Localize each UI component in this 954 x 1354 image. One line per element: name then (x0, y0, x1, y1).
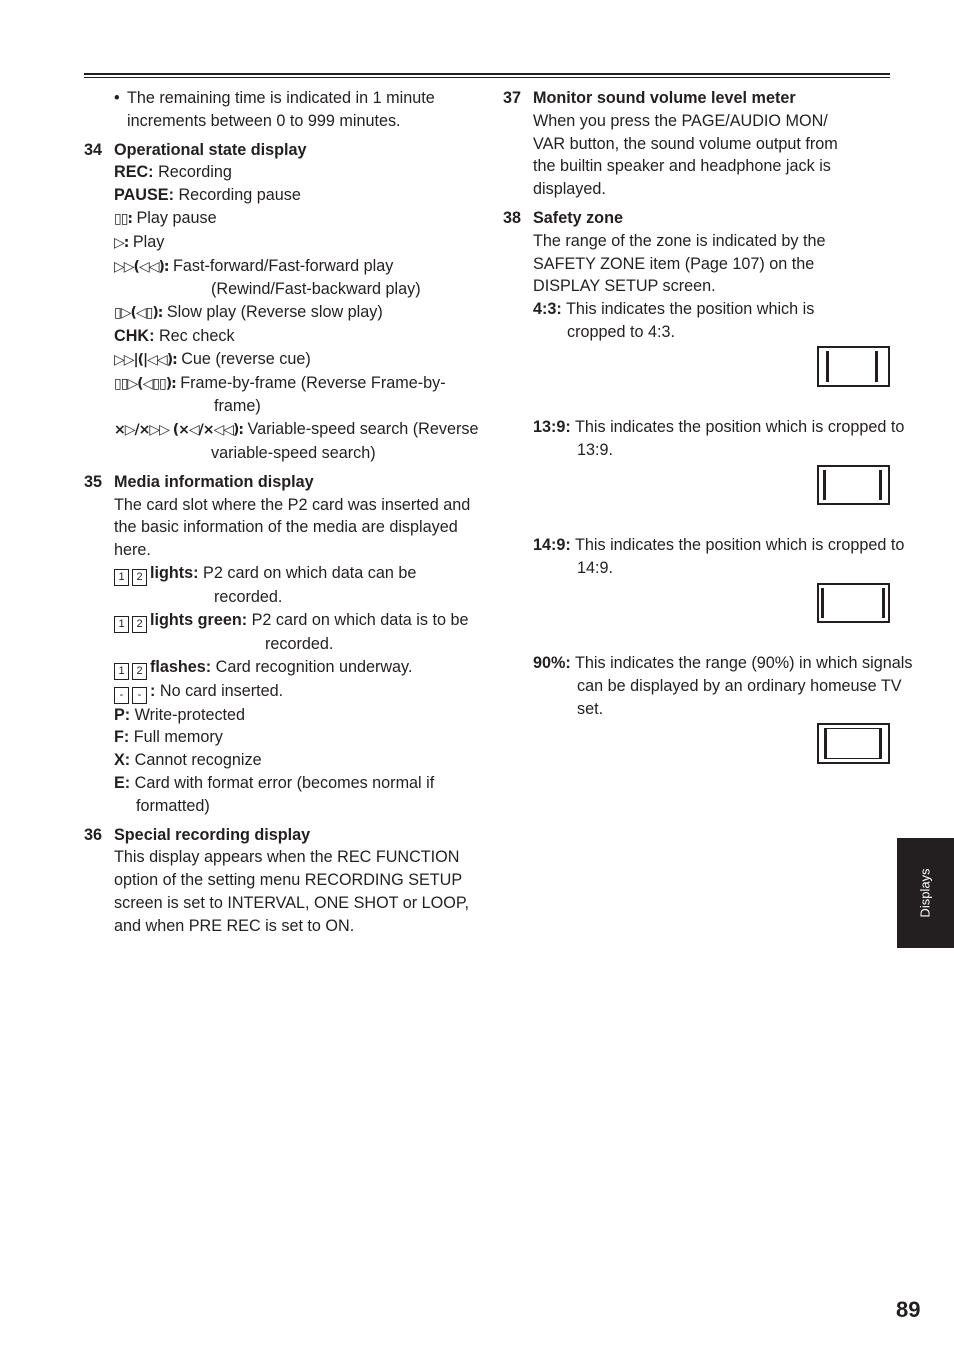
term: E: (114, 773, 131, 792)
term: F: (114, 728, 130, 747)
card-slot-2-box: 2 (132, 616, 147, 633)
card-slot-1-box: 1 (114, 569, 129, 586)
term: CHK: (114, 326, 155, 345)
safety-zone-90-icon (817, 723, 890, 764)
term: X: (114, 751, 131, 770)
section-number: 37 (503, 89, 522, 107)
term: 90%: (533, 654, 571, 672)
definition: Cannot recognize (130, 751, 262, 770)
top-rule-thin (84, 77, 890, 78)
left-column (84, 87, 479, 938)
flashes-line (114, 656, 479, 680)
definition: Card with format error (becomes normal if formatted) (130, 773, 435, 815)
slow-play-line (114, 301, 479, 325)
section-title: Operational state display (114, 140, 307, 159)
definition: Play (128, 232, 165, 251)
section-number: 36 (84, 825, 103, 844)
fast-forward-icon: ▷▷(◁◁): (114, 258, 169, 275)
zone-4-3-text (533, 298, 877, 344)
card-slot-2-box: 2 (132, 663, 147, 680)
term: P: (114, 705, 131, 724)
term: lights: (150, 563, 199, 582)
bullet-dot: • (114, 89, 120, 107)
write-protected-line (114, 704, 479, 727)
frame-by-frame-icon: ▯▯▷(◁▯▯): (114, 375, 176, 392)
pause-line (114, 184, 479, 207)
definition: Card recognition underway. (211, 657, 413, 676)
zone-90-text (533, 652, 927, 720)
empty-slot-box: - (132, 687, 147, 704)
term: : (150, 681, 156, 700)
section-37 (503, 87, 893, 201)
definition: Frame-by-frame (Reverse Frame-by-frame) (175, 373, 446, 416)
definition: This indicates the position which is cropped to 13:9. (570, 418, 905, 459)
term: REC: (114, 163, 154, 182)
section-title: Special recording display (114, 825, 311, 844)
section-tab (897, 838, 954, 948)
definition: Variable-speed search (Reverse variable-speed search) (211, 420, 479, 462)
term: 13:9: (533, 418, 571, 436)
card-slot-2-box: 2 (132, 569, 147, 586)
rec-check-line (114, 325, 479, 348)
definition: Cue (reverse cue) (176, 349, 311, 368)
definition: Play pause (132, 208, 217, 227)
section-number: 34 (84, 140, 103, 159)
play-pause-line (114, 207, 479, 231)
cannot-recognize-line (114, 749, 479, 772)
top-rule (84, 73, 890, 75)
no-card-line (114, 680, 479, 704)
variable-speed-icon: ×▷/×▷▷ (×◁/×◁◁): (114, 422, 244, 439)
safety-zone-13-9-icon (817, 465, 890, 505)
fast-forward-line (114, 255, 479, 302)
section-38 (503, 207, 893, 344)
zone-13-9-text (533, 416, 907, 462)
empty-slot-box: - (114, 687, 129, 704)
section-title: Media information display (114, 472, 314, 491)
cue-line (114, 348, 479, 372)
variable-speed-line (114, 418, 479, 465)
definition: This indicates the position which is cropped to 4:3. (561, 300, 815, 341)
section-title: Safety zone (533, 208, 623, 227)
term: lights green: (150, 610, 248, 629)
zone-14-9-text (533, 534, 907, 580)
definition: Full memory (129, 728, 223, 747)
section-35 (84, 471, 479, 818)
format-error-line (114, 772, 479, 818)
safety-zone-4-3-icon (817, 346, 890, 387)
term: flashes: (150, 657, 212, 676)
play-pause-icon: ▯▯: (114, 210, 133, 227)
section-36 (84, 824, 479, 938)
definition: This indicates the position which is cropped to 14:9. (570, 536, 905, 577)
definition: Slow play (Reverse slow play) (162, 303, 383, 322)
section-title: Monitor sound volume level meter (533, 89, 796, 107)
card-slot-1-box: 1 (114, 616, 129, 633)
rec-line (114, 161, 479, 184)
bullet-text: The remaining time is indicated in 1 minute increments between 0 to 999 minutes. (127, 89, 435, 130)
page-number: 89 (896, 1297, 921, 1322)
definition: No card inserted. (155, 681, 284, 700)
section-description: This display appears when the REC FUNCTION option of the setting menu RECORDING SETUP screen is set to INTERVAL, ONE SHOT or LOOP, and when PRE REC is set to ON. (114, 848, 470, 935)
play-icon: ▷: (114, 234, 129, 251)
bullet-remaining-time (114, 87, 479, 133)
definition: P2 card on which data can be recorded. (198, 563, 417, 606)
right-column (503, 87, 893, 344)
full-memory-line (114, 726, 479, 749)
definition: Recording pause (173, 186, 301, 205)
cue-icon: ▷▷|(|◁◁): (114, 351, 177, 368)
definition: Write-protected (130, 705, 246, 724)
slow-play-icon: ▯▷(◁▯): (114, 305, 163, 322)
play-line (114, 231, 479, 255)
term: PAUSE: (114, 186, 174, 205)
section-number: 38 (503, 208, 522, 227)
safety-zone-14-9-icon (817, 583, 890, 623)
section-tab-label: Displays (917, 868, 933, 918)
definition: P2 card on which data is to be recorded. (247, 610, 469, 653)
lights-line (114, 562, 479, 609)
term: 14:9: (533, 536, 571, 554)
definition: This indicates the range (90%) in which signals can be displayed by an ordinary homeuse TV set. (570, 654, 913, 718)
section-34 (84, 139, 479, 465)
section-description: The range of the zone is indicated by the SAFETY ZONE item (Page 107) on the DISPLAY SETUP screen. (533, 231, 826, 296)
definition: Fast-forward/Fast-forward play (Rewind/Fast-backward play) (168, 256, 421, 299)
section-description: When you press the PAGE/AUDIO MON/ VAR button, the sound volume output from the builtin speaker and headphone jack is displayed. (533, 111, 838, 199)
definition: Recording (153, 163, 232, 182)
frame-by-frame-line (114, 372, 479, 419)
definition: Rec check (154, 326, 235, 345)
section-description: The card slot where the P2 card was inserted and the basic information of the media are displayed here. (114, 495, 471, 560)
section-number: 35 (84, 472, 103, 491)
term: 4:3: (533, 300, 562, 319)
lights-green-line (114, 609, 479, 656)
card-slot-1-box: 1 (114, 663, 129, 680)
